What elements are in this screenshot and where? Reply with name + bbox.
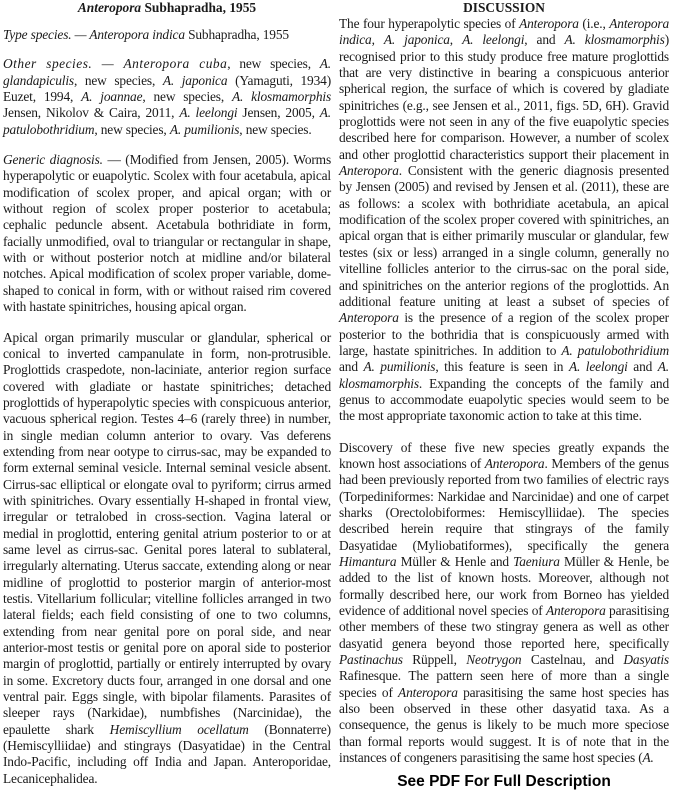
species-name: A. leelongi <box>179 105 238 121</box>
other-species-label: Other species. — <box>3 56 124 72</box>
text-run: . Expanding the concepts of the family and genus to accommodate euapolytic species would seem to be the most appropriate taxonomic action to take at this time. <box>339 375 669 424</box>
text-run: Jensen, 2005, <box>237 105 320 121</box>
taxon-name: A. leelongi <box>568 359 628 375</box>
text-run: Apical organ primarily muscular or glandular, spherical or conical to inverted campanulate in form, non-protrusible. Proglottids craspedote, non-laciniate, anterior region surface covered with gladiate or hastate spinitriches; detached proglottids of hyperapolytic species with conspicuous anterior, vacuous spherical region. Testes 4–6 (rarely three) in number, in single median column anterior to ovary. Vas deferens extending from near ootype to cirrus-sac, may be expanded to form external seminal vesicle. Internal seminal vesicle absent. Cirrus-sac elliptical or elongate oval to pyriform; cirrus armed with spinitriches. Ovary essentially H-shaped in frontal view, irregular or tetralobed in cross-section. Vagina lateral or medial in proglottid, entering genital atrium posterior to or at same level as cirrus-sac. Genital pores lateral to sublateral, irregularly alternating. Uterus saccate, extending along or near midline of proglottid to posterior margin of anterior-most testis. Vitellarium follicular; vitelline follicles arranged in two lateral fields; each field consisting of one to two columns, extending from near genital pore on poral side, and near anterior-most testis or genital pore on aporal side to posterior margin of proglottid, partially or entirely interrupted by ovary in some. Excretory ducts four, arranged in one dorsal and one ventral pair. Eggs single, with bipolar filaments. Parasites of sleeper rays (Narkidae), numbfishes (Narcinidae), the epaulette shark <box>3 329 331 737</box>
text-run: , and <box>524 32 565 48</box>
text-run: Müller & Henle and <box>396 554 514 569</box>
type-species-paragraph <box>3 27 331 43</box>
text-run: Discovery of these five new species greatly expands the known host associations of <box>339 439 669 471</box>
discussion-heading: DISCUSSION <box>463 0 545 15</box>
taxon-name: A. japonica <box>383 32 450 48</box>
taxon-name: Neotrygon <box>466 652 522 668</box>
genus-title <box>3 0 331 16</box>
taxon-name: Dasyatis <box>623 652 669 668</box>
genus-title-authority: Subhapradha, 1955 <box>141 0 257 15</box>
species-name: A. pumilionis <box>169 121 240 137</box>
text-run: , new species, <box>94 121 170 137</box>
species-name: A. glandapiculis <box>3 56 331 88</box>
generic-diagnosis-label: Generic diagnosis. <box>3 152 103 168</box>
text-run: Jensen, Nikolov & Caira, 2011, <box>3 105 180 121</box>
text-run: , this feature is seen in <box>435 359 569 375</box>
taxon-name: Anteropora indica <box>339 16 669 48</box>
text-run: Rafinesque. The pattern seen here of more than a single species of <box>339 668 669 700</box>
generic-diagnosis-text: — (Modified from Jensen, 2005). Worms hyperapolytic or euapolytic. Scolex with four acetabula, apical modification of scolex proper, and apical organ; with or without region of scolex proper posterior to acetabula; cephalic peduncle absent. Acetabula bothridiate in form, facially unmodified, oval to triangular or rectangular in shape, with or without posterior notch at midline and/or bilateral notches. Apical modification of scolex proper variable, dome-shaped to conical in form, with or without raised rim covered with hastate spinitriches, housing apical organ. <box>3 152 332 315</box>
taxon-name: A. pumilionis <box>363 359 436 375</box>
text-run: . Members of the genus had been previously reported from two families of electric rays (Torpediniformes: Narkidae and Narcinidae) and one of carpet sharks (Orectolobiformes: Hemiscylliidae). The species described herein require that stingrays of the family Dasyatidae (Myliobatiformes), specifically the genera <box>339 455 669 553</box>
text-run: (Yamaguti, 1934) Euzet, 1994, <box>3 72 331 105</box>
generic-diagnosis-paragraph <box>3 152 331 315</box>
text-run: , new species, <box>73 72 163 88</box>
text-run: , new species, <box>142 89 232 105</box>
taxon-name: Anteropora <box>339 310 399 326</box>
text-run: Castelnau, and <box>521 652 624 668</box>
text-run: (Bonnaterre) (Hemiscylliidae) and stingrays (Dasyatidae) in the Central Indo-Pacific, including off India and Japan. Anteroporidae, Lecanicephalidea. <box>3 721 331 786</box>
taxon-name: Anteropora <box>339 163 399 179</box>
type-species-name: Anteropora indica <box>89 27 185 42</box>
taxon-name: A. <box>642 750 654 766</box>
text-run: and <box>627 359 658 375</box>
see-pdf-link[interactable]: See PDF For Full Description <box>397 773 611 790</box>
text-run: Müller & Henle, be added to the list of known hosts. Moreover, although not formally described here, our work from Borneo has yielded evidence of additional novel species of <box>339 554 669 619</box>
species-name: A. joannae <box>81 89 143 105</box>
text-run: , new species. <box>239 121 312 137</box>
text-run: and <box>339 359 364 375</box>
apical-organ-paragraph <box>3 330 331 788</box>
text-run: ) recognised prior to this study produce free mature proglottids that are very distinctive in bearing a conspicuous anterior spherical region, the surface of which is covered by gladiate spinitriches (e.g., see Jensen et al., 2011, figs. 5D, 6H). Gravid proglottids were not seen in any of the five euapolytic species described here for comparison. However, a number of scolex and other proglottid characteristics support their placement in <box>339 32 670 162</box>
text-run: is the presence of a region of the scolex proper posterior to the bothridia that is conspicuously armed with large, hastate spinitriches. In addition to <box>339 310 669 358</box>
taxon-name: Pastinachus <box>339 652 403 668</box>
species-name: A. klosmamorphis <box>231 89 332 105</box>
text-run: . Consistent with the generic diagnosis presented by Jensen (2005) and revised by Jensen et al. (2011), these are as follows: a scolex with bothridiate acetabula, an apical modification of the scolex proper covered with spinitriches, an apical organ that is either primarily muscular or glandular, few testes (six or less) arranged in a single column, generally no vitelline follicles anterior to the cirrus-sac on the poral side, and spinitriches on the anterior regions of the proglottids. An additional feature uniting at least a subset of species of <box>339 163 669 309</box>
right-column <box>339 0 669 766</box>
discussion-paragraph-1 <box>339 16 669 425</box>
host-name: Hemiscyllium ocellatum <box>109 721 249 737</box>
text-run: (i.e., <box>578 16 610 31</box>
taxon-name: Anteropora <box>484 455 545 471</box>
taxon-name: A. leelongi <box>462 32 525 48</box>
type-species-label: Type species. — <box>3 27 90 42</box>
text-run: parasitising other members of these two stingray genera as well as other dasyatid genera beyond those reported here, specifically <box>339 603 669 651</box>
species-name: Anteropora cuba <box>123 56 228 72</box>
taxon-name: Taeniura <box>513 554 560 569</box>
taxon-name: Anteropora <box>545 603 606 619</box>
taxon-name: Anteropora <box>398 684 458 700</box>
text-run: , new species, <box>227 56 320 72</box>
taxon-name: A. klosmamorphis <box>339 359 670 391</box>
taxon-name: Himantura <box>339 554 397 569</box>
species-name: A. patulobothridium <box>3 105 331 137</box>
taxon-name: A. klosmamorphis <box>564 32 665 48</box>
text-run: , <box>371 32 384 48</box>
other-species-paragraph <box>3 56 331 138</box>
taxon-name: Anteropora <box>519 16 579 31</box>
genus-title-name: Anteropora <box>77 0 142 15</box>
taxon-name: A. patulobothridium <box>561 342 669 358</box>
text-run: Rüppell, <box>402 652 467 668</box>
text-run: , <box>449 32 463 48</box>
type-species-authority: Subhapradha, 1955 <box>184 27 289 42</box>
species-name: A. japonica <box>162 72 228 88</box>
left-column <box>3 0 331 787</box>
discussion-paragraph-2 <box>339 440 669 767</box>
text-run: The four hyperapolytic species of <box>339 16 520 31</box>
text-run: parasitising the same host species has also been observed in these other dasyatid taxa. As a consequence, the genus is likely to be much more speciose than formal reports would suggest. It is of note that in the instances of congeners parasitising the same host species ( <box>339 684 669 766</box>
